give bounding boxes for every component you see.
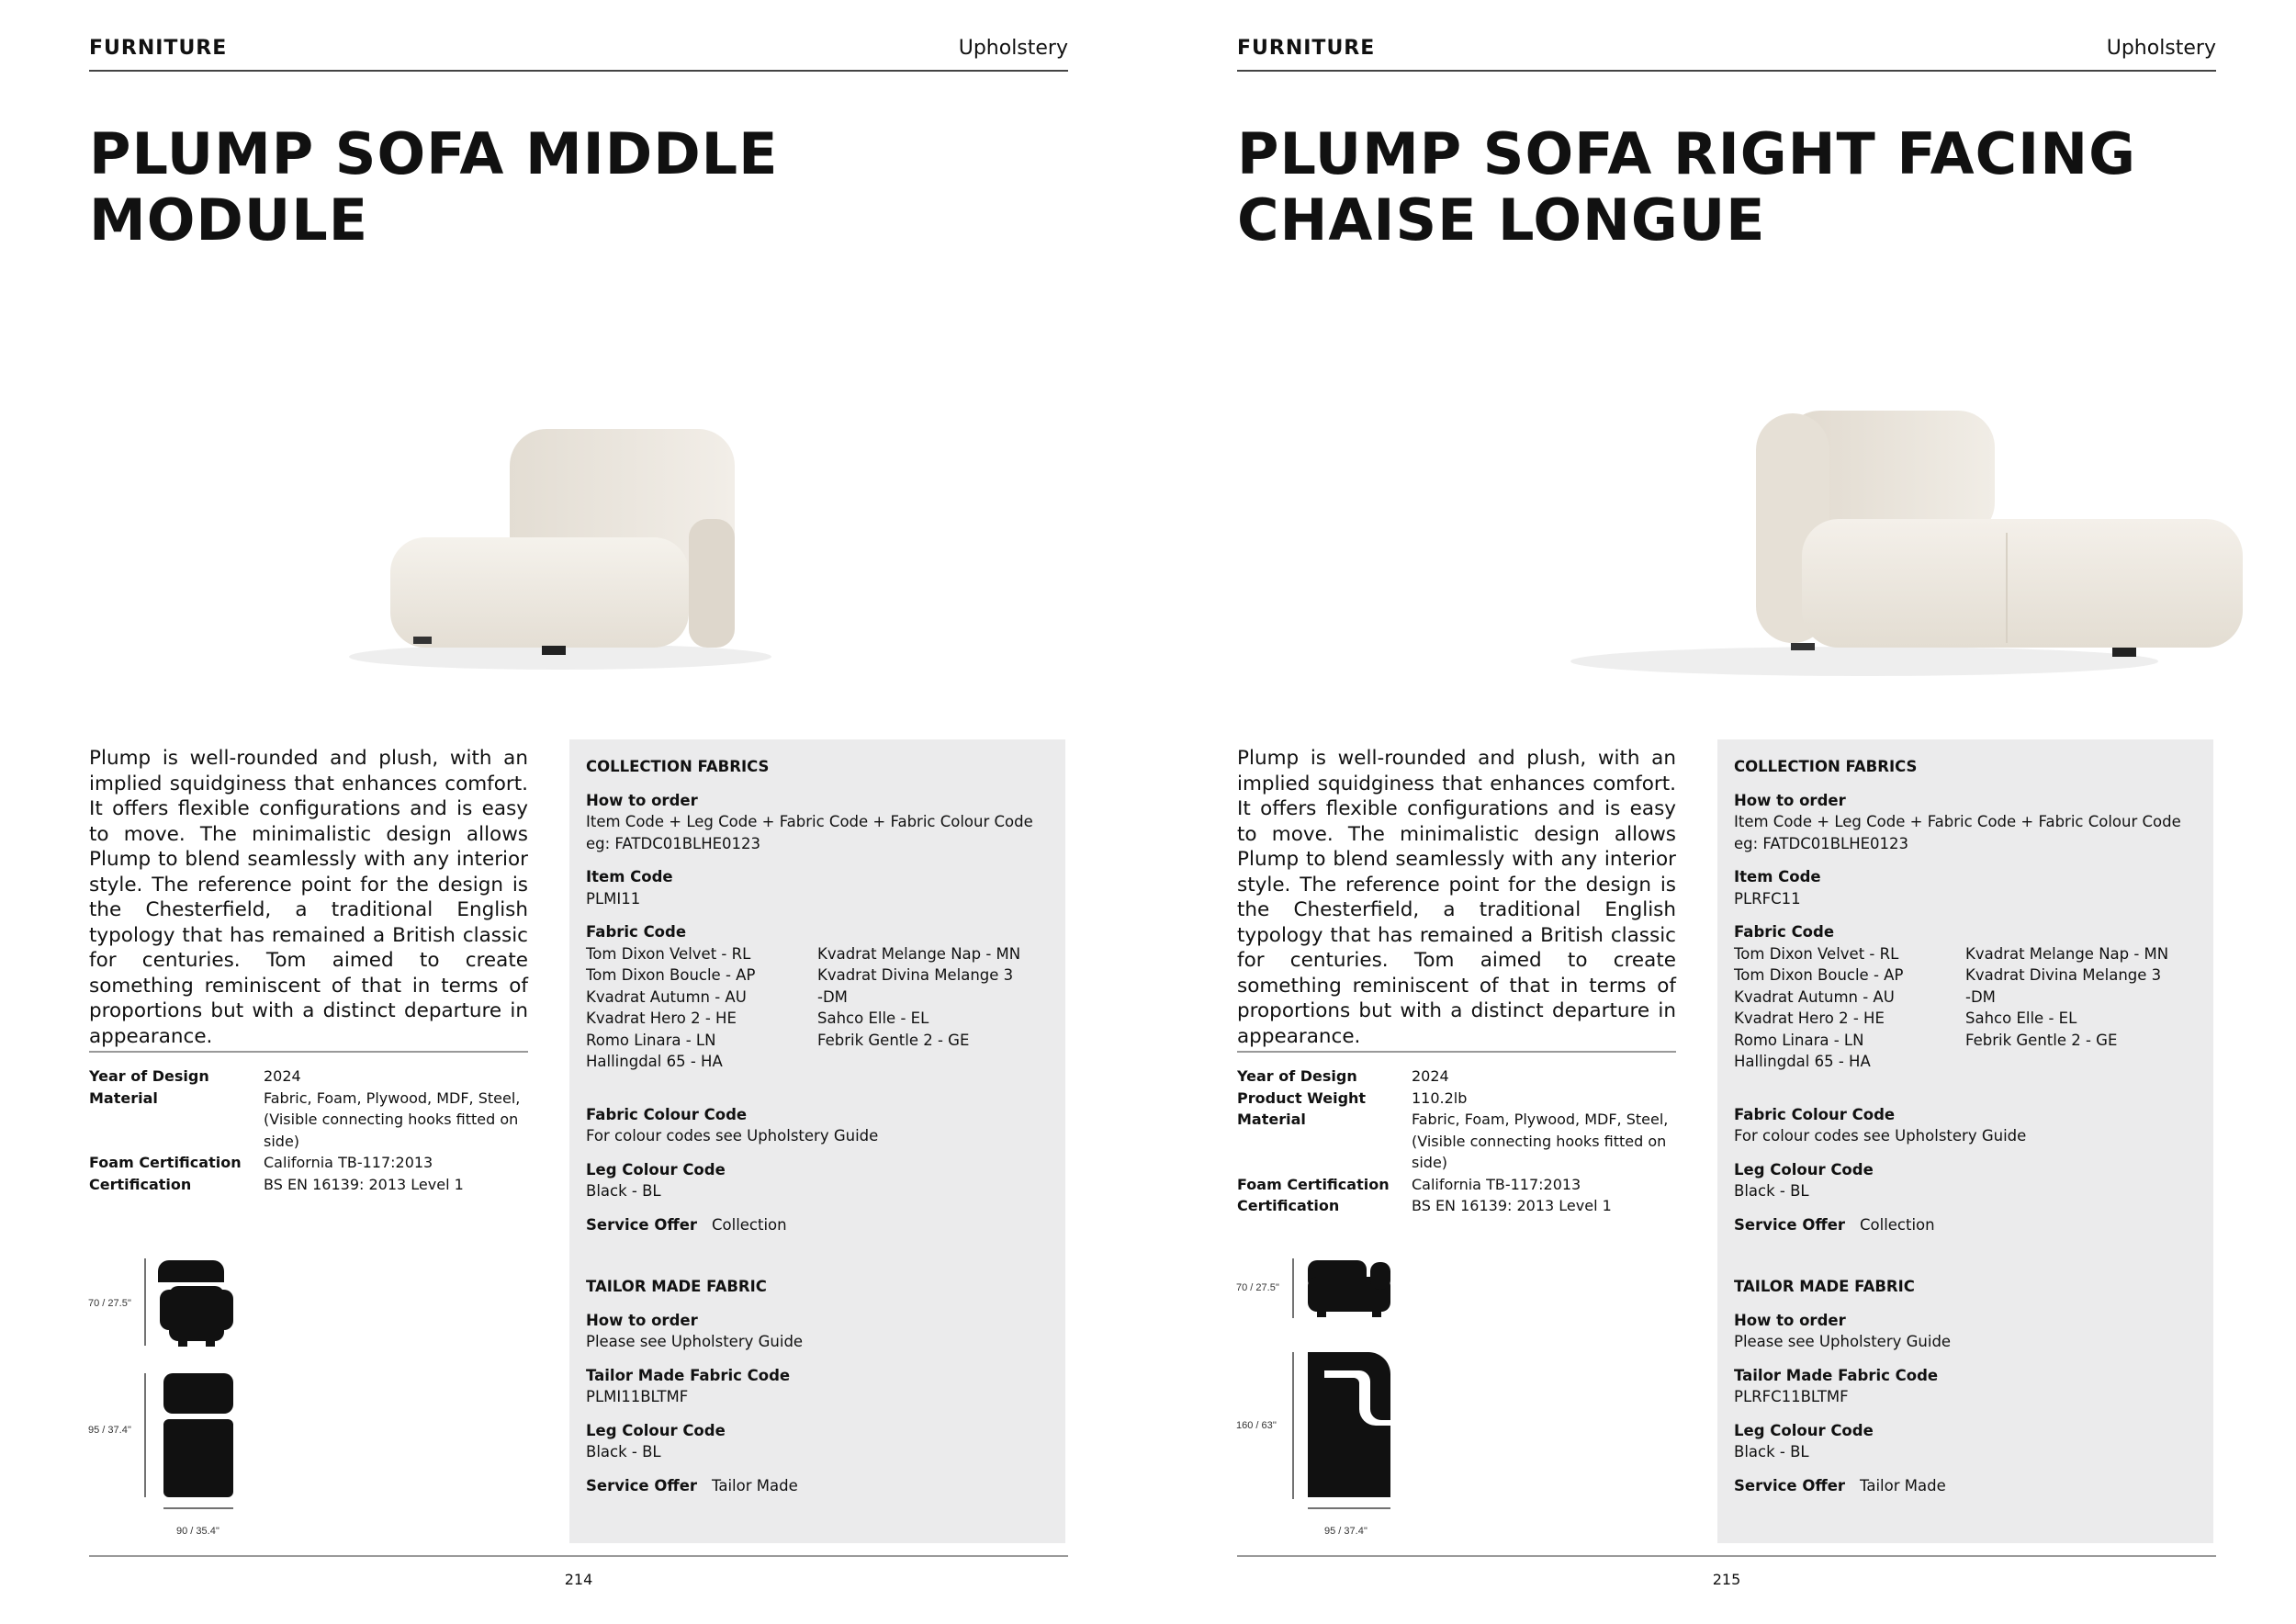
collection-heading: COLLECTION FABRICS xyxy=(1734,758,1918,775)
front-view-leg xyxy=(178,1341,187,1347)
tailor-how-to-order xyxy=(1734,1310,2197,1353)
height-label: 70 / 27.5'' xyxy=(1236,1282,1280,1293)
tailor-how-to-order-label: How to order xyxy=(1734,1311,1846,1329)
fabric-item: Kvadrat Hero 2 - HE xyxy=(1734,1009,1885,1027)
fabric-item: Kvadrat Melange Nap - MN xyxy=(1965,944,2169,963)
fabric-item: Febrik Gentle 2 - GE xyxy=(817,1031,970,1049)
spec-label: Material xyxy=(89,1088,158,1107)
fabric-item: Kvadrat Autumn - AU xyxy=(586,987,747,1006)
product-photo xyxy=(257,381,900,712)
service-value: Tailor Made xyxy=(1860,1476,1946,1494)
fabric-colour-code xyxy=(1734,1104,2197,1147)
spec-row xyxy=(89,1066,528,1088)
fabric-item: Hallingdal 65 - HA xyxy=(1734,1053,1871,1070)
fabric-item: -DM xyxy=(817,987,848,1006)
tailor-leg-colour-label: Leg Colour Code xyxy=(586,1421,726,1439)
fabric-column xyxy=(1734,943,1965,1073)
product-photo xyxy=(1405,367,2296,716)
tailor-heading: TAILOR MADE FABRIC xyxy=(586,1278,767,1295)
how-to-order-example: eg: FATDC01BLHE0123 xyxy=(1734,834,1909,852)
spec-row xyxy=(89,1152,528,1174)
spec-value: 2024 xyxy=(1412,1067,1449,1085)
plan-view-back xyxy=(163,1373,233,1414)
chaise-longue-drawing xyxy=(1232,1249,1471,1552)
fabric-code-label: Fabric Code xyxy=(1734,923,1835,941)
tailor-leg-colour xyxy=(1734,1420,2197,1463)
page-number: 215 xyxy=(1712,1571,1741,1588)
leg-colour-code xyxy=(586,1159,1049,1202)
leg xyxy=(413,637,432,644)
how-to-order-label: How to order xyxy=(586,791,698,809)
fabric-item: Romo Linara - LN xyxy=(586,1031,716,1049)
right-page xyxy=(1148,0,2296,1624)
how-to-order-label: How to order xyxy=(1734,791,1846,809)
tailor-service-offer xyxy=(586,1475,1049,1497)
service-value: Tailor Made xyxy=(712,1476,798,1494)
tailor-code xyxy=(586,1365,1049,1408)
tailor-service-offer xyxy=(1734,1475,2197,1497)
fabric-panel xyxy=(1717,739,2213,1543)
fabric-item: Hallingdal 65 - HA xyxy=(586,1053,723,1070)
tailor-leg-colour-value: Black - BL xyxy=(1734,1443,1809,1460)
chaise-longue-image xyxy=(1405,367,2296,716)
item-code-label: Item Code xyxy=(1734,868,1821,885)
section-label: FURNITURE xyxy=(89,37,228,60)
leg-colour-label: Leg Colour Code xyxy=(1734,1160,1874,1179)
how-to-order-example: eg: FATDC01BLHE0123 xyxy=(586,834,761,852)
category-label: Upholstery xyxy=(958,37,1068,60)
fabric-item: Kvadrat Divina Melange 3 xyxy=(817,966,1014,984)
fabric-item: Febrik Gentle 2 - GE xyxy=(1965,1031,2118,1049)
spec-value: BS EN 16139: 2013 Level 1 xyxy=(1412,1197,1612,1214)
leg-colour-code xyxy=(1734,1159,2197,1202)
tailor-leg-colour-label: Leg Colour Code xyxy=(1734,1421,1874,1439)
spec-table xyxy=(1237,1066,1676,1217)
spec-row xyxy=(89,1088,528,1153)
page-number: 214 xyxy=(564,1571,593,1588)
spec-row xyxy=(1237,1109,1676,1174)
fabric-item: Kvadrat Divina Melange 3 xyxy=(1965,966,2162,984)
fabric-item: Romo Linara - LN xyxy=(1734,1031,1864,1049)
front-view-arm xyxy=(1370,1262,1390,1290)
dimension-diagram xyxy=(1232,1249,1471,1552)
divider xyxy=(1237,1051,1676,1053)
depth-label: 160 / 63'' xyxy=(1236,1420,1277,1431)
spec-row xyxy=(1237,1066,1676,1088)
tailor-code-label: Tailor Made Fabric Code xyxy=(1734,1366,1939,1384)
shadow xyxy=(1570,647,2158,676)
dimension-diagram xyxy=(84,1249,323,1552)
tailor-heading: TAILOR MADE FABRIC xyxy=(1734,1278,1915,1295)
divider xyxy=(89,1051,528,1053)
width-label: 90 / 35.4'' xyxy=(176,1526,220,1537)
leg-colour-value: Black - BL xyxy=(586,1182,661,1200)
service-offer xyxy=(1734,1214,2197,1236)
spec-row xyxy=(89,1174,528,1196)
side xyxy=(689,519,735,648)
width-label: 95 / 37.4'' xyxy=(1324,1526,1368,1537)
product-description: Plump is well-rounded and plush, with an implied squidginess that enhances comfort. It offers flexible configurations and is easy to move. The minimalistic design allows Plump to blend seamlessly with any interior style. The reference point for the design is the Chesterfield, a traditional English typology that has remained a British classic for centuries. Tom aimed to create something reminiscent of that in terms of proportions but with a distinct departure in appearance. xyxy=(89,747,528,1048)
fabric-colour-label: Fabric Colour Code xyxy=(586,1105,748,1123)
spec-value: Fabric, Foam, Plywood, MDF, Steel, (Visible connecting hooks fitted on side) xyxy=(264,1088,521,1150)
fabric-colour-value: For colour codes see Upholstery Guide xyxy=(1734,1127,2027,1145)
middle-module-drawing xyxy=(84,1249,323,1552)
height-label: 70 / 27.5'' xyxy=(88,1298,132,1309)
front-view-leg xyxy=(1372,1312,1381,1317)
service-offer xyxy=(586,1214,1049,1236)
tailor-how-to-order xyxy=(586,1310,1049,1353)
middle-module-image xyxy=(257,381,900,712)
how-to-order-text: Item Code + Leg Code + Fabric Code + Fabric Colour Code xyxy=(1734,813,2181,830)
fabric-list xyxy=(586,943,1049,1073)
spec-label: Year of Design xyxy=(89,1067,209,1085)
tailor-code-label: Tailor Made Fabric Code xyxy=(586,1366,791,1384)
service-label: Service Offer xyxy=(586,1215,698,1234)
spec-value: Fabric, Foam, Plywood, MDF, Steel, (Visible connecting hooks fitted on side) xyxy=(1412,1111,1669,1171)
spec-row xyxy=(1237,1174,1676,1196)
fabric-column xyxy=(586,943,817,1073)
spec-row xyxy=(1237,1088,1676,1110)
fabric-item: Kvadrat Hero 2 - HE xyxy=(586,1009,737,1027)
fabric-colour-value: For colour codes see Upholstery Guide xyxy=(586,1127,879,1145)
front-view-top xyxy=(158,1260,224,1282)
tailor-leg-colour xyxy=(586,1420,1049,1463)
fabric-code xyxy=(586,921,1049,1073)
service-label: Service Offer xyxy=(1734,1215,1846,1234)
spec-label: Certification xyxy=(89,1175,192,1193)
fabric-item: Kvadrat Autumn - AU xyxy=(1734,987,1895,1006)
fabric-code xyxy=(1734,921,2197,1073)
spec-table xyxy=(89,1066,528,1195)
running-header xyxy=(1237,35,2216,72)
fabric-item: -DM xyxy=(1965,987,1996,1006)
seat xyxy=(1802,519,2243,648)
seat xyxy=(390,537,689,648)
item-code-label: Item Code xyxy=(586,868,673,885)
spec-label: Material xyxy=(1237,1111,1306,1128)
service-value: Collection xyxy=(1860,1215,1935,1234)
product-description: Plump is well-rounded and plush, with an implied squidginess that enhances comfort. It offers flexible configurations and is easy to move. The minimalistic design allows Plump to blend seamlessly with any interior style. The reference point for the design is the Chesterfield, a traditional English typology that has remained a British classic for centuries. Tom aimed to create something reminiscent of that in terms of proportions but with a distinct departure in appearance. xyxy=(1237,747,1676,1048)
item-code-value: PLRFC11 xyxy=(1734,889,1801,908)
fabric-colour-label: Fabric Colour Code xyxy=(1734,1105,1896,1123)
fabric-column xyxy=(1965,943,2197,1073)
section-label: FURNITURE xyxy=(1237,37,1376,60)
product-title: PLUMP SOFA MIDDLE MODULE xyxy=(89,120,779,254)
spec-value: 110.2lb xyxy=(1412,1088,1468,1107)
tailor-leg-colour-value: Black - BL xyxy=(586,1443,661,1460)
tailor-how-to-order-text: Please see Upholstery Guide xyxy=(1734,1333,1952,1350)
spec-row xyxy=(1237,1195,1676,1217)
fabric-item: Sahco Elle - EL xyxy=(1965,1009,2077,1027)
fabric-item: Kvadrat Melange Nap - MN xyxy=(817,944,1021,963)
spec-label: Product Weight xyxy=(1237,1088,1367,1107)
fabric-panel xyxy=(569,739,1065,1543)
fabric-item: Tom Dixon Velvet - RL xyxy=(586,944,751,963)
fabric-list xyxy=(1734,943,2197,1073)
fabric-item: Tom Dixon Boucle - AP xyxy=(586,966,756,984)
footer-divider xyxy=(1237,1555,2216,1557)
plan-view-seat xyxy=(163,1419,233,1497)
footer-divider xyxy=(89,1555,1068,1557)
item-code xyxy=(1734,866,2197,909)
service-label: Service Offer xyxy=(586,1476,698,1494)
running-header xyxy=(89,35,1068,72)
spec-label: Certification xyxy=(1237,1197,1340,1214)
service-label: Service Offer xyxy=(1734,1476,1846,1494)
spec-value: 2024 xyxy=(264,1067,301,1085)
service-value: Collection xyxy=(712,1215,787,1234)
spec-label: Foam Certification xyxy=(1237,1175,1390,1193)
leg xyxy=(542,646,566,655)
leg xyxy=(2112,648,2136,657)
leg-colour-label: Leg Colour Code xyxy=(586,1160,726,1179)
front-view-leg xyxy=(1317,1312,1326,1317)
how-to-order xyxy=(586,790,1049,855)
item-code xyxy=(586,866,1049,909)
front-view-leg xyxy=(206,1341,215,1347)
tailor-code-value: PLRFC11BLTMF xyxy=(1734,1388,1849,1405)
product-title: PLUMP SOFA RIGHT FACING CHAISE LONGUE xyxy=(1237,120,2137,254)
tailor-code xyxy=(1734,1365,2197,1408)
tailor-code-value: PLMI11BLTMF xyxy=(586,1388,689,1405)
fabric-colour-code xyxy=(586,1104,1049,1147)
spec-label: Foam Certification xyxy=(89,1154,242,1171)
fabric-item: Tom Dixon Boucle - AP xyxy=(1734,966,1904,984)
item-code-value: PLMI11 xyxy=(586,889,641,908)
spec-label: Year of Design xyxy=(1237,1067,1357,1085)
category-label: Upholstery xyxy=(2106,37,2216,60)
leg xyxy=(1791,643,1815,650)
leg-colour-value: Black - BL xyxy=(1734,1182,1809,1200)
spec-value: BS EN 16139: 2013 Level 1 xyxy=(264,1175,464,1193)
how-to-order xyxy=(1734,790,2197,855)
how-to-order-text: Item Code + Leg Code + Fabric Code + Fabric Colour Code xyxy=(586,813,1033,830)
spec-value: California TB-117:2013 xyxy=(264,1154,433,1171)
collection-heading: COLLECTION FABRICS xyxy=(586,758,770,775)
tailor-how-to-order-label: How to order xyxy=(586,1311,698,1329)
fabric-column xyxy=(817,943,1049,1073)
front-view-seat xyxy=(160,1290,233,1330)
tailor-how-to-order-text: Please see Upholstery Guide xyxy=(586,1333,804,1350)
fabric-item: Tom Dixon Velvet - RL xyxy=(1734,944,1899,963)
depth-label: 95 / 37.4'' xyxy=(88,1425,132,1436)
fabric-item: Sahco Elle - EL xyxy=(817,1009,929,1027)
fabric-code-label: Fabric Code xyxy=(586,923,687,941)
spec-value: California TB-117:2013 xyxy=(1412,1175,1581,1193)
